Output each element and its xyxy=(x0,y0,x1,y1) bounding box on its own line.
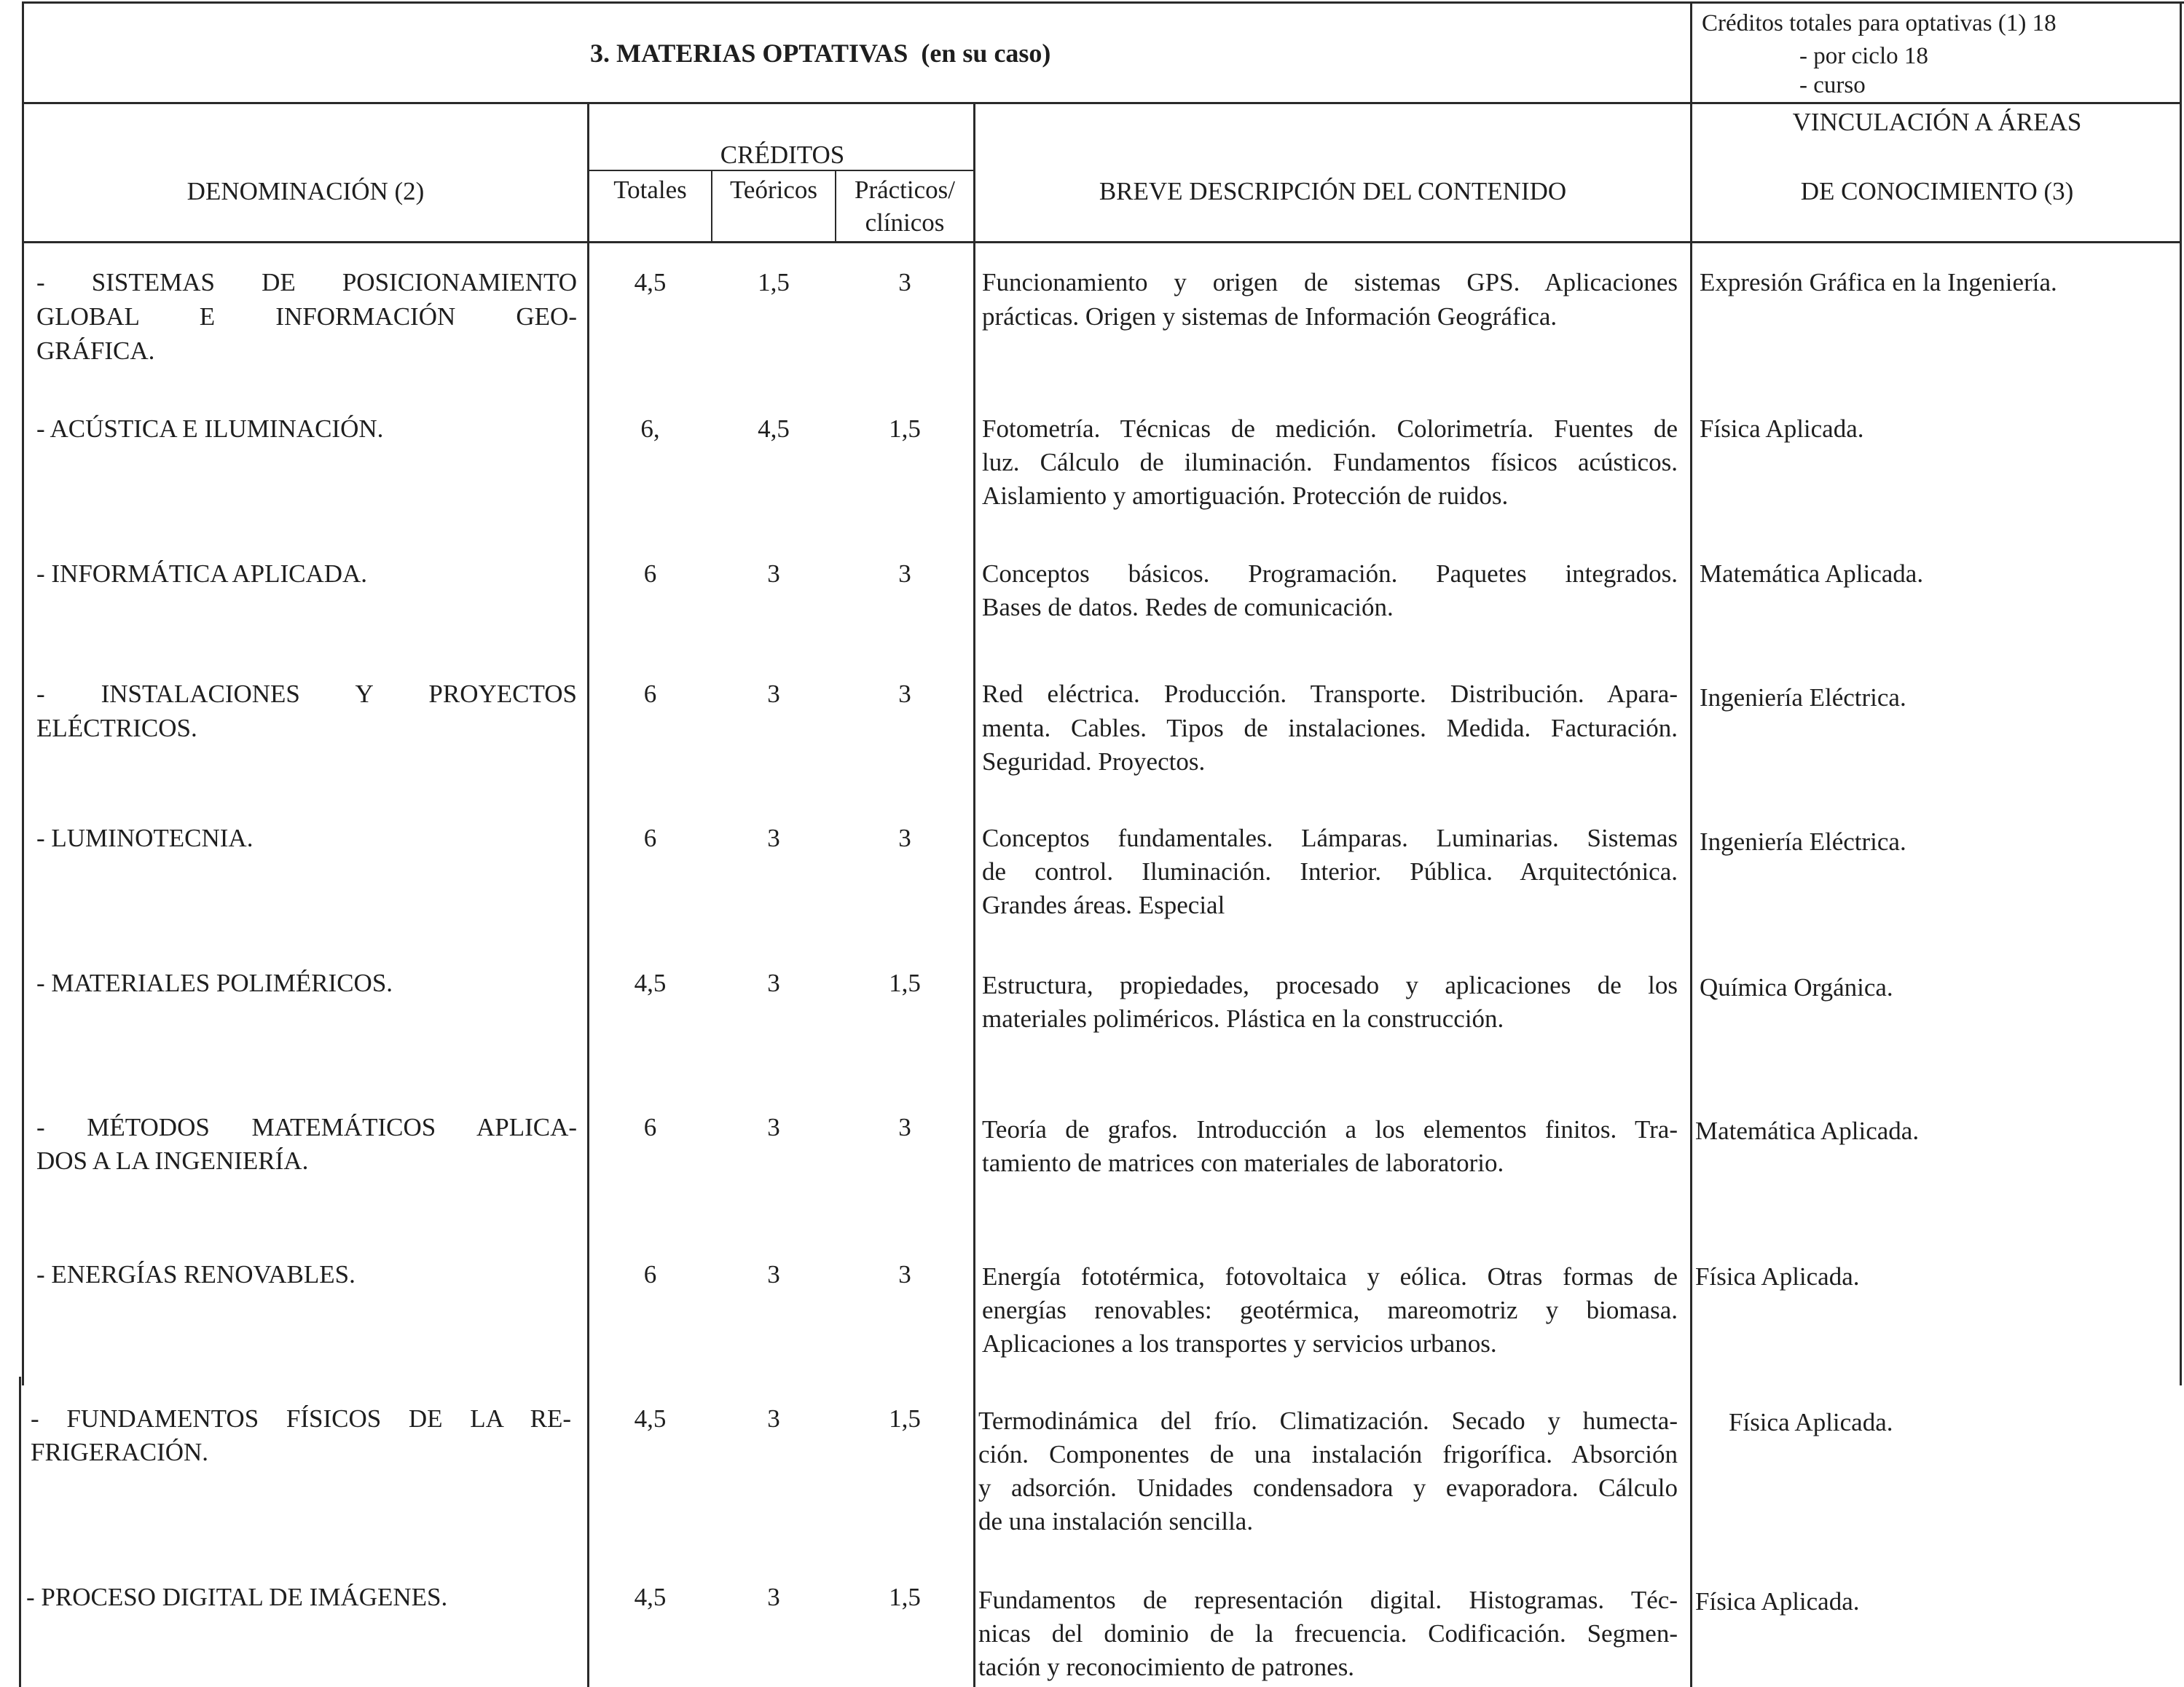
row-desc-line: menta. Cables. Tipos de instalaciones. Medida. Facturación. xyxy=(982,714,1678,742)
row-desc-line: tación y reconocimiento de patrones. xyxy=(978,1653,1355,1681)
row-desc-line: Fotometría. Técnicas de medición. Colorimetría. Fuentes de xyxy=(982,414,1678,443)
col-descripcion: BREVE DESCRIPCIÓN DEL CONTENIDO xyxy=(1099,177,1567,205)
row-teoricos: 3 xyxy=(767,1404,780,1433)
credits-cycle: - por ciclo 18 xyxy=(1799,43,1928,69)
row-area: Expresión Gráfica en la Ingeniería. xyxy=(1700,268,2057,296)
section-title-note: (en su caso) xyxy=(921,39,1051,68)
row-desc-line: Conceptos básicos. Programación. Paquetes integrados. xyxy=(982,559,1678,588)
col-totales: Totales xyxy=(613,176,687,204)
col-practicos-1: Prácticos/ xyxy=(854,176,956,204)
row-desc-line: ción. Componentes de una instalación frigorífica. Absorción xyxy=(978,1440,1678,1468)
row-name-line: - ENERGÍAS RENOVABLES. xyxy=(36,1260,356,1289)
row-name-line: - FUNDAMENTOS FÍSICOS DE LA RE- xyxy=(31,1404,571,1433)
row-totales: 6 xyxy=(643,1113,657,1141)
row-teoricos: 3 xyxy=(767,1113,780,1141)
table-border-right xyxy=(2180,1,2182,1385)
table-border-left-lower xyxy=(19,1377,21,1687)
row-desc-line: Energía fototérmica, fotovoltaica y eólica. Otras formas de xyxy=(982,1262,1678,1291)
row-desc-line: y adsorción. Unidades condensadora y evaporadora. Cálculo xyxy=(978,1474,1678,1502)
row-name-line: - LUMINOTECNIA. xyxy=(36,824,254,852)
row-practicos: 3 xyxy=(898,1260,911,1289)
table-border-top xyxy=(22,1,2184,4)
row-name-line: - INSTALACIONES Y PROYECTOS xyxy=(36,680,577,708)
col-teoricos: Teóricos xyxy=(729,176,817,204)
row-area: Ingeniería Eléctrica. xyxy=(1700,827,1906,856)
row-desc-line: Bases de datos. Redes de comunicación. xyxy=(982,593,1394,621)
row-totales: 4,5 xyxy=(634,1404,667,1433)
row-totales: 4,5 xyxy=(634,969,667,997)
row-desc-line: Aislamiento y amortiguación. Protección de ruidos. xyxy=(982,481,1509,510)
col-line-4 xyxy=(973,102,975,1687)
row-desc-line: Funcionamiento y origen de sistemas GPS. Aplicaciones xyxy=(982,268,1678,296)
credits-total: Créditos totales para optativas (1) 18 xyxy=(1702,10,2057,36)
row-practicos: 1,5 xyxy=(889,969,921,997)
row-teoricos: 3 xyxy=(767,969,780,997)
row-area: Química Orgánica. xyxy=(1700,973,1893,1002)
row-name-line: - MATERIALES POLIMÉRICOS. xyxy=(36,969,393,997)
row-practicos: 3 xyxy=(898,1113,911,1141)
row-name-line: FRIGERACIÓN. xyxy=(31,1438,209,1466)
row-practicos: 1,5 xyxy=(889,1583,921,1611)
row-totales: 6 xyxy=(643,824,657,852)
row-desc-line: tamiento de matrices con materiales de laboratorio. xyxy=(982,1149,1504,1177)
row-practicos: 3 xyxy=(898,824,911,852)
row-desc-line: Termodinámica del frío. Climatización. Secado y humecta- xyxy=(978,1407,1678,1435)
row-desc-line: Seguridad. Proyectos. xyxy=(982,747,1206,776)
row-totales: 6 xyxy=(643,680,657,708)
row-name-line: - MÉTODOS MATEMÁTICOS APLICA- xyxy=(36,1113,577,1141)
row-desc-line: de una instalación sencilla. xyxy=(978,1507,1254,1535)
row-desc-line: Teoría de grafos. Introducción a los elementos finitos. Tra- xyxy=(982,1115,1678,1144)
row-name-line: - SISTEMAS DE POSICIONAMIENTO xyxy=(36,268,577,296)
row-area: Física Aplicada. xyxy=(1729,1408,1893,1436)
row-practicos: 3 xyxy=(898,268,911,296)
row-teoricos: 3 xyxy=(767,824,780,852)
row-area: Matemática Aplicada. xyxy=(1695,1117,1920,1145)
row-desc-line: materiales poliméricos. Plástica en la construcción. xyxy=(982,1004,1504,1033)
row-teoricos: 1,5 xyxy=(758,268,790,296)
section-title xyxy=(590,36,1050,70)
col-vinculacion-1: VINCULACIÓN A ÁREAS xyxy=(1792,108,2082,136)
row-desc-line: energías renovables: geotérmica, mareomotriz y biomasa. xyxy=(982,1296,1678,1324)
row-name-line: - INFORMÁTICA APLICADA. xyxy=(36,559,368,588)
row-area: Física Aplicada. xyxy=(1695,1262,1860,1291)
row-totales: 6 xyxy=(643,1260,657,1289)
col-practicos-2: clínicos xyxy=(865,208,945,237)
row-area: Ingeniería Eléctrica. xyxy=(1700,683,1906,712)
row-name-line: DOS A LA INGENIERÍA. xyxy=(36,1147,309,1175)
row-name-line: GRÁFICA. xyxy=(36,337,155,365)
col-denominacion: DENOMINACIÓN (2) xyxy=(186,177,425,205)
credits-course: - curso xyxy=(1799,72,1866,98)
row-totales: 6 xyxy=(643,559,657,588)
row-totales: 4,5 xyxy=(634,268,667,296)
row-area: Matemática Aplicada. xyxy=(1700,559,1924,588)
row-practicos: 3 xyxy=(898,680,911,708)
row-desc-line: nicas del dominio de la frecuencia. Codificación. Segmen- xyxy=(978,1619,1678,1648)
row-practicos: 3 xyxy=(898,559,911,588)
row-desc-line: Aplicaciones a los transportes y servicios urbanos. xyxy=(982,1329,1497,1358)
section-title-text: 3. MATERIAS OPTATIVAS xyxy=(590,39,908,68)
row-totales: 4,5 xyxy=(634,1583,667,1611)
row-teoricos: 4,5 xyxy=(758,414,790,443)
row-practicos: 1,5 xyxy=(889,1404,921,1433)
row-teoricos: 3 xyxy=(767,559,780,588)
row-area: Física Aplicada. xyxy=(1700,414,1864,443)
row-desc-line: prácticas. Origen y sistemas de Información Geográfica. xyxy=(982,302,1558,331)
row-name-line: - ACÚSTICA E ILUMINACIÓN. xyxy=(36,414,384,443)
col-line-5 xyxy=(1690,1,1692,1687)
col-line-1 xyxy=(587,102,589,1687)
row-desc-line: Grandes áreas. Especial xyxy=(982,891,1225,919)
col-creditos: CRÉDITOS xyxy=(720,141,845,169)
row-desc-line: Fundamentos de representación digital. Histogramas. Téc- xyxy=(978,1586,1678,1614)
row-desc-line: Red eléctrica. Producción. Transporte. Distribución. Apara- xyxy=(982,680,1678,708)
row-desc-line: luz. Cálculo de iluminación. Fundamentos físicos acústicos. xyxy=(982,448,1678,476)
col-vinculacion-2: DE CONOCIMIENTO (3) xyxy=(1800,177,2074,205)
row-totales: 6, xyxy=(640,414,660,443)
row-name-line: - PROCESO DIGITAL DE IMÁGENES. xyxy=(26,1583,448,1611)
header-divider xyxy=(22,102,2182,104)
row-teoricos: 3 xyxy=(767,1583,780,1611)
row-desc-line: de control. Iluminación. Interior. Pública. Arquitectónica. xyxy=(982,857,1678,886)
row-desc-line: Estructura, propiedades, procesado y aplicaciones de los xyxy=(982,971,1678,999)
row-teoricos: 3 xyxy=(767,680,780,708)
row-practicos: 1,5 xyxy=(889,414,921,443)
row-area: Física Aplicada. xyxy=(1695,1587,1860,1616)
row-name-line: GLOBAL E INFORMACIÓN GEO- xyxy=(36,302,577,331)
column-header-divider xyxy=(22,241,2182,243)
row-teoricos: 3 xyxy=(767,1260,780,1289)
row-name-line: ELÉCTRICOS. xyxy=(36,714,197,742)
row-desc-line: Conceptos fundamentales. Lámparas. Luminarias. Sistemas xyxy=(982,824,1678,852)
table-border-left xyxy=(22,1,24,1385)
